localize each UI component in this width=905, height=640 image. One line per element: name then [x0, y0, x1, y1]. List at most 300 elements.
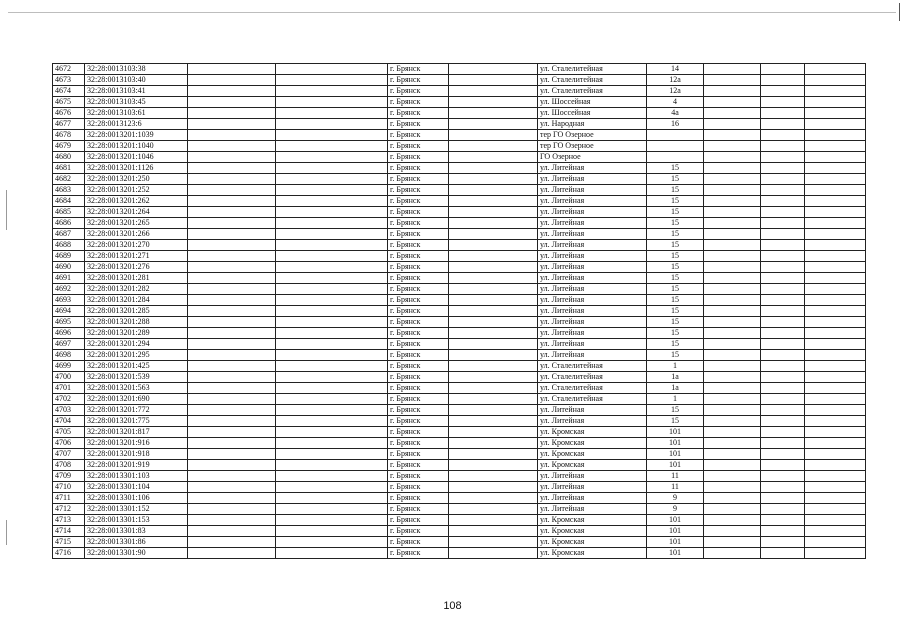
house-number-cell: 11: [647, 482, 704, 493]
cadastral-number-cell: 32:28:0013201:264: [85, 207, 188, 218]
empty-cell: [449, 262, 538, 273]
house-number-cell: 15: [647, 196, 704, 207]
city-cell: г. Брянск: [388, 306, 449, 317]
empty-cell: [805, 262, 866, 273]
table-row: [53, 460, 866, 471]
city-cell: г. Брянск: [388, 361, 449, 372]
house-number-cell: [647, 141, 704, 152]
empty-cell: [449, 229, 538, 240]
cadastral-number-cell: 32:28:0013301:86: [85, 537, 188, 548]
empty-cell: [188, 119, 276, 130]
empty-cell: [761, 130, 805, 141]
empty-cell: [761, 141, 805, 152]
empty-cell: [276, 273, 388, 284]
row-index-cell: 4699: [53, 361, 85, 372]
empty-cell: [449, 361, 538, 372]
table-row: [53, 284, 866, 295]
empty-cell: [805, 152, 866, 163]
empty-cell: [449, 405, 538, 416]
empty-cell: [188, 482, 276, 493]
row-index-cell: 4706: [53, 438, 85, 449]
cadastral-number-cell: 32:28:0013201:271: [85, 251, 188, 262]
empty-cell: [805, 405, 866, 416]
empty-cell: [276, 372, 388, 383]
cadastral-number-cell: 32:28:0013201:539: [85, 372, 188, 383]
empty-cell: [704, 438, 761, 449]
empty-cell: [805, 383, 866, 394]
table-row: [53, 218, 866, 229]
street-cell: ул. Литейная: [538, 218, 647, 229]
row-index-cell: 4701: [53, 383, 85, 394]
cadastral-number-cell: 32:28:0013201:252: [85, 185, 188, 196]
empty-cell: [276, 537, 388, 548]
empty-cell: [704, 548, 761, 559]
empty-cell: [188, 383, 276, 394]
empty-cell: [805, 482, 866, 493]
empty-cell: [276, 339, 388, 350]
city-cell: г. Брянск: [388, 394, 449, 405]
empty-cell: [704, 350, 761, 361]
empty-cell: [276, 350, 388, 361]
empty-cell: [805, 163, 866, 174]
empty-cell: [188, 229, 276, 240]
street-cell: ул. Литейная: [538, 295, 647, 306]
empty-cell: [805, 75, 866, 86]
street-cell: ул. Кромская: [538, 515, 647, 526]
street-cell: ул. Литейная: [538, 328, 647, 339]
table-row: [53, 306, 866, 317]
row-index-cell: 4681: [53, 163, 85, 174]
table-row: [53, 86, 866, 97]
empty-cell: [704, 515, 761, 526]
city-cell: г. Брянск: [388, 372, 449, 383]
cadastral-number-cell: 32:28:0013201:1039: [85, 130, 188, 141]
house-number-cell: 15: [647, 416, 704, 427]
house-number-cell: 9: [647, 493, 704, 504]
city-cell: г. Брянск: [388, 75, 449, 86]
row-index-cell: 4677: [53, 119, 85, 130]
empty-cell: [188, 372, 276, 383]
scan-mark: [6, 520, 7, 545]
empty-cell: [761, 273, 805, 284]
cadastral-number-cell: 32:28:0013201:289: [85, 328, 188, 339]
empty-cell: [704, 240, 761, 251]
row-index-cell: 4715: [53, 537, 85, 548]
empty-cell: [276, 163, 388, 174]
street-cell: ул. Литейная: [538, 262, 647, 273]
street-cell: ул. Литейная: [538, 471, 647, 482]
cadastral-number-cell: 32:28:0013201:563: [85, 383, 188, 394]
city-cell: г. Брянск: [388, 339, 449, 350]
empty-cell: [761, 405, 805, 416]
empty-cell: [276, 240, 388, 251]
empty-cell: [188, 306, 276, 317]
empty-cell: [805, 548, 866, 559]
empty-cell: [805, 471, 866, 482]
street-cell: тер ГО Озерное: [538, 141, 647, 152]
row-index-cell: 4697: [53, 339, 85, 350]
empty-cell: [704, 493, 761, 504]
empty-cell: [704, 185, 761, 196]
empty-cell: [761, 306, 805, 317]
empty-cell: [805, 251, 866, 262]
city-cell: г. Брянск: [388, 163, 449, 174]
street-cell: ул. Литейная: [538, 504, 647, 515]
empty-cell: [704, 218, 761, 229]
table-row: [53, 449, 866, 460]
empty-cell: [805, 394, 866, 405]
empty-cell: [449, 438, 538, 449]
house-number-cell: 15: [647, 207, 704, 218]
cadastral-number-cell: 32:28:0013103:45: [85, 97, 188, 108]
empty-cell: [449, 471, 538, 482]
cadastral-number-cell: 32:28:0013103:41: [85, 86, 188, 97]
house-number-cell: 15: [647, 218, 704, 229]
city-cell: г. Брянск: [388, 262, 449, 273]
house-number-cell: 101: [647, 460, 704, 471]
empty-cell: [805, 526, 866, 537]
empty-cell: [704, 526, 761, 537]
empty-cell: [761, 438, 805, 449]
table-row: [53, 108, 866, 119]
row-index-cell: 4688: [53, 240, 85, 251]
empty-cell: [805, 339, 866, 350]
empty-cell: [805, 493, 866, 504]
table-row: [53, 229, 866, 240]
house-number-cell: 15: [647, 350, 704, 361]
empty-cell: [276, 75, 388, 86]
table-row: [53, 185, 866, 196]
empty-cell: [276, 361, 388, 372]
empty-cell: [449, 416, 538, 427]
empty-cell: [449, 394, 538, 405]
street-cell: ул. Литейная: [538, 405, 647, 416]
house-number-cell: 101: [647, 438, 704, 449]
cadastral-number-cell: 32:28:0013301:103: [85, 471, 188, 482]
row-index-cell: 4695: [53, 317, 85, 328]
empty-cell: [761, 548, 805, 559]
cadastral-number-cell: 32:28:0013201:775: [85, 416, 188, 427]
table-row: [53, 251, 866, 262]
table-row: [53, 504, 866, 515]
cadastral-number-cell: 32:28:0013103:61: [85, 108, 188, 119]
empty-cell: [449, 64, 538, 75]
street-cell: ул. Литейная: [538, 174, 647, 185]
cadastral-registry-table: [52, 63, 866, 559]
cadastral-number-cell: 32:28:0013201:772: [85, 405, 188, 416]
city-cell: г. Брянск: [388, 130, 449, 141]
street-cell: ул. Кромская: [538, 526, 647, 537]
street-cell: ул. Литейная: [538, 240, 647, 251]
house-number-cell: 15: [647, 174, 704, 185]
empty-cell: [276, 86, 388, 97]
city-cell: г. Брянск: [388, 427, 449, 438]
empty-cell: [704, 339, 761, 350]
row-index-cell: 4690: [53, 262, 85, 273]
empty-cell: [704, 394, 761, 405]
empty-cell: [704, 273, 761, 284]
row-index-cell: 4678: [53, 130, 85, 141]
street-cell: ул. Литейная: [538, 196, 647, 207]
row-index-cell: 4675: [53, 97, 85, 108]
row-index-cell: 4702: [53, 394, 85, 405]
street-cell: ул. Сталелитейная: [538, 383, 647, 394]
empty-cell: [449, 493, 538, 504]
cadastral-number-cell: 32:28:0013301:106: [85, 493, 188, 504]
empty-cell: [188, 361, 276, 372]
house-number-cell: 15: [647, 240, 704, 251]
empty-cell: [805, 438, 866, 449]
empty-cell: [449, 482, 538, 493]
empty-cell: [188, 526, 276, 537]
city-cell: г. Брянск: [388, 284, 449, 295]
empty-cell: [704, 174, 761, 185]
empty-cell: [704, 460, 761, 471]
empty-cell: [805, 306, 866, 317]
empty-cell: [188, 394, 276, 405]
empty-cell: [188, 295, 276, 306]
table-row: [53, 273, 866, 284]
empty-cell: [188, 218, 276, 229]
table-row: [53, 317, 866, 328]
page-number: 108: [443, 600, 462, 612]
empty-cell: [761, 196, 805, 207]
cadastral-number-cell: 32:28:0013201:282: [85, 284, 188, 295]
empty-cell: [276, 460, 388, 471]
empty-cell: [449, 185, 538, 196]
city-cell: г. Брянск: [388, 471, 449, 482]
house-number-cell: 9: [647, 504, 704, 515]
house-number-cell: 15: [647, 295, 704, 306]
row-index-cell: 4673: [53, 75, 85, 86]
empty-cell: [761, 152, 805, 163]
empty-cell: [188, 273, 276, 284]
empty-cell: [449, 284, 538, 295]
empty-cell: [188, 449, 276, 460]
empty-cell: [805, 86, 866, 97]
empty-cell: [188, 86, 276, 97]
table-row: [53, 339, 866, 350]
house-number-cell: [647, 130, 704, 141]
cadastral-number-cell: 32:28:0013201:1046: [85, 152, 188, 163]
empty-cell: [449, 97, 538, 108]
street-cell: тер ГО Озерное: [538, 130, 647, 141]
street-cell: ул. Литейная: [538, 284, 647, 295]
empty-cell: [805, 372, 866, 383]
empty-cell: [805, 207, 866, 218]
empty-cell: [449, 130, 538, 141]
empty-cell: [449, 207, 538, 218]
city-cell: г. Брянск: [388, 317, 449, 328]
table-row: [53, 152, 866, 163]
empty-cell: [761, 97, 805, 108]
house-number-cell: 15: [647, 229, 704, 240]
row-index-cell: 4703: [53, 405, 85, 416]
empty-cell: [188, 515, 276, 526]
cadastral-number-cell: 32:28:0013301:152: [85, 504, 188, 515]
empty-cell: [805, 273, 866, 284]
street-cell: ул. Литейная: [538, 163, 647, 174]
empty-cell: [188, 97, 276, 108]
street-cell: ул. Литейная: [538, 482, 647, 493]
empty-cell: [704, 207, 761, 218]
street-cell: ул. Шоссейная: [538, 97, 647, 108]
city-cell: г. Брянск: [388, 295, 449, 306]
empty-cell: [188, 207, 276, 218]
empty-cell: [704, 86, 761, 97]
empty-cell: [276, 218, 388, 229]
empty-cell: [188, 108, 276, 119]
table-row: [53, 471, 866, 482]
empty-cell: [761, 416, 805, 427]
row-index-cell: 4691: [53, 273, 85, 284]
empty-cell: [805, 218, 866, 229]
table-row: [53, 262, 866, 273]
house-number-cell: 1: [647, 394, 704, 405]
empty-cell: [276, 317, 388, 328]
empty-cell: [449, 119, 538, 130]
empty-cell: [761, 86, 805, 97]
street-cell: ул. Литейная: [538, 306, 647, 317]
empty-cell: [704, 64, 761, 75]
empty-cell: [449, 86, 538, 97]
street-cell: ул. Кромская: [538, 427, 647, 438]
house-number-cell: 15: [647, 251, 704, 262]
empty-cell: [449, 196, 538, 207]
row-index-cell: 4680: [53, 152, 85, 163]
empty-cell: [761, 394, 805, 405]
street-cell: ул. Литейная: [538, 251, 647, 262]
empty-cell: [188, 460, 276, 471]
empty-cell: [761, 526, 805, 537]
table-row: [53, 130, 866, 141]
empty-cell: [188, 185, 276, 196]
house-number-cell: 12а: [647, 86, 704, 97]
house-number-cell: 15: [647, 163, 704, 174]
empty-cell: [805, 295, 866, 306]
city-cell: г. Брянск: [388, 537, 449, 548]
empty-cell: [449, 372, 538, 383]
empty-cell: [276, 515, 388, 526]
table-row: [53, 207, 866, 218]
empty-cell: [805, 130, 866, 141]
house-number-cell: 15: [647, 405, 704, 416]
table-row: [53, 141, 866, 152]
street-cell: ул. Сталелитейная: [538, 75, 647, 86]
empty-cell: [188, 339, 276, 350]
empty-cell: [805, 97, 866, 108]
city-cell: г. Брянск: [388, 493, 449, 504]
empty-cell: [188, 317, 276, 328]
registry-table-body: [53, 64, 866, 559]
empty-cell: [761, 251, 805, 262]
empty-cell: [188, 438, 276, 449]
city-cell: г. Брянск: [388, 328, 449, 339]
empty-cell: [761, 64, 805, 75]
empty-cell: [761, 75, 805, 86]
empty-cell: [761, 449, 805, 460]
empty-cell: [805, 504, 866, 515]
table-row: [53, 493, 866, 504]
empty-cell: [704, 229, 761, 240]
empty-cell: [704, 306, 761, 317]
house-number-cell: 15: [647, 284, 704, 295]
table-row: [53, 537, 866, 548]
empty-cell: [704, 251, 761, 262]
row-index-cell: 4694: [53, 306, 85, 317]
cadastral-number-cell: 32:28:0013201:295: [85, 350, 188, 361]
table-row: [53, 394, 866, 405]
empty-cell: [805, 284, 866, 295]
empty-cell: [276, 152, 388, 163]
empty-cell: [704, 196, 761, 207]
empty-cell: [276, 438, 388, 449]
city-cell: г. Брянск: [388, 152, 449, 163]
row-index-cell: 4707: [53, 449, 85, 460]
city-cell: г. Брянск: [388, 383, 449, 394]
cadastral-number-cell: 32:28:0013201:690: [85, 394, 188, 405]
empty-cell: [704, 427, 761, 438]
empty-cell: [188, 350, 276, 361]
empty-cell: [761, 185, 805, 196]
cadastral-number-cell: 32:28:0013103:40: [85, 75, 188, 86]
empty-cell: [276, 262, 388, 273]
empty-cell: [704, 416, 761, 427]
empty-cell: [449, 152, 538, 163]
empty-cell: [761, 383, 805, 394]
empty-cell: [449, 295, 538, 306]
empty-cell: [188, 163, 276, 174]
table-row: [53, 372, 866, 383]
empty-cell: [276, 548, 388, 559]
cadastral-number-cell: 32:28:0013201:265: [85, 218, 188, 229]
empty-cell: [276, 251, 388, 262]
empty-cell: [188, 152, 276, 163]
table-row: [53, 119, 866, 130]
cadastral-number-cell: 32:28:0013201:288: [85, 317, 188, 328]
city-cell: г. Брянск: [388, 548, 449, 559]
row-index-cell: 4708: [53, 460, 85, 471]
empty-cell: [761, 328, 805, 339]
cadastral-number-cell: 32:28:0013301:90: [85, 548, 188, 559]
empty-cell: [805, 108, 866, 119]
empty-cell: [188, 416, 276, 427]
street-cell: ул. Кромская: [538, 438, 647, 449]
empty-cell: [761, 317, 805, 328]
empty-cell: [761, 108, 805, 119]
empty-cell: [449, 339, 538, 350]
empty-cell: [805, 240, 866, 251]
row-index-cell: 4687: [53, 229, 85, 240]
cadastral-number-cell: 32:28:0013201:285: [85, 306, 188, 317]
empty-cell: [188, 284, 276, 295]
empty-cell: [704, 262, 761, 273]
row-index-cell: 4698: [53, 350, 85, 361]
street-cell: ул. Литейная: [538, 185, 647, 196]
empty-cell: [805, 141, 866, 152]
empty-cell: [761, 119, 805, 130]
empty-cell: [449, 240, 538, 251]
empty-cell: [276, 383, 388, 394]
street-cell: ул. Литейная: [538, 493, 647, 504]
empty-cell: [188, 174, 276, 185]
empty-cell: [704, 75, 761, 86]
street-cell: ул. Кромская: [538, 449, 647, 460]
house-number-cell: [647, 152, 704, 163]
empty-cell: [761, 229, 805, 240]
empty-cell: [761, 372, 805, 383]
street-cell: ул. Сталелитейная: [538, 86, 647, 97]
